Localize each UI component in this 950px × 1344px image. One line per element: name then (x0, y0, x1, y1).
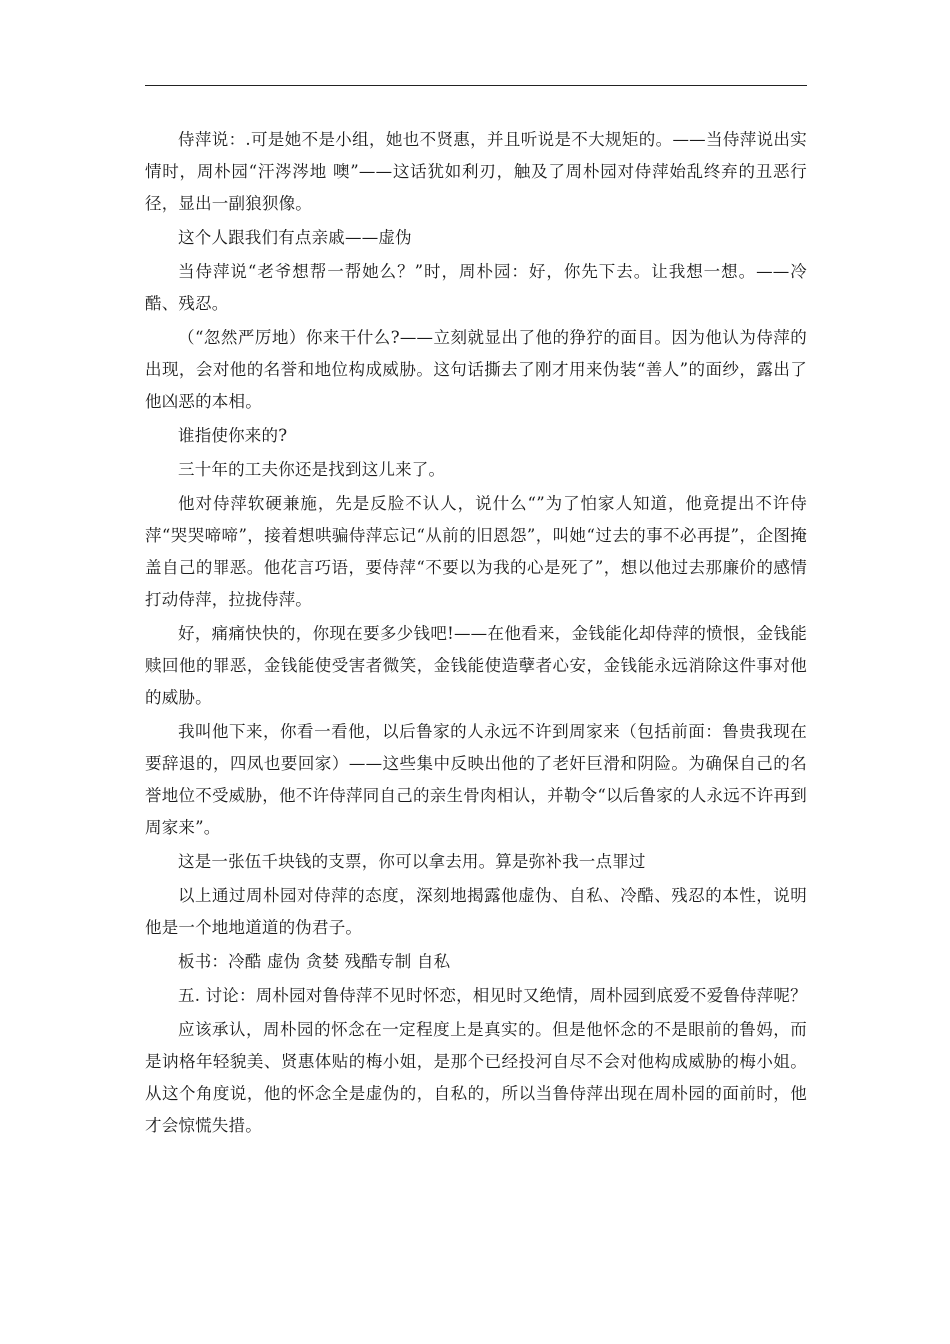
blackboard-notes: 板书：冷酷 虚伪 贪婪 残酷专制 自私 (178, 952, 451, 971)
paragraph-7: 他对侍萍软硬兼施，先是反脸不认人，说什么“”为了怕家人知道，他竟提出不许侍萍“哭哭啼啼”，接着想哄骗侍萍忘记“从前的旧恩怨”，叫她“过去的事不必再提”，企图掩盖自己的罪恶。他花言巧语，要侍萍“不要以为我的心是死了”，想以他过去那廉价的感情打动侍萍，拉拢侍萍。 (145, 494, 807, 609)
discussion-question: 五. 讨论：周朴园对鲁侍萍不见时怀恋，相见时又绝情，周朴园到底爱不爱鲁侍萍呢？ (178, 986, 807, 1005)
paragraph-6: 三十年的工夫你还是找到这儿来了。 (178, 460, 446, 479)
header-rule (145, 85, 807, 86)
paragraph-4: （“忽然严厉地）你来干什么?——立刻就显出了他的狰狞的面目。因为他认为侍萍的出现，会对他的名誉和地位构成威胁。这句话撕去了刚才用来伪装“善人”的面纱，露出了他凶恶的本相。 (145, 328, 807, 411)
paragraph-9: 我叫他下来，你看一看他，以后鲁家的人永远不许到周家来（包括前面：鲁贵我现在要辞退的，四凤也要回家）——这些集中反映出他的了老奸巨滑和阴险。为确保自己的名誉地位不受威胁，他不许侍萍同自己的亲生骨肉相认，并勒令“以后鲁家的人永远不许再到周家来”。 (145, 722, 807, 837)
paragraph-10: 这是一张伍千块钱的支票，你可以拿去用。算是弥补我一点罪过 (178, 852, 646, 871)
discussion-answer: 应该承认，周朴园的怀念在一定程度上是真实的。但是他怀念的不是眼前的鲁妈，而是讷格年轻貌美、贤惠体贴的梅小姐，是那个已经投河自尽不会对他构成威胁的梅小姐。从这个角度说，他的怀念全是虚伪的，自私的，所以当鲁侍萍出现在周朴园的面前时，他才会惊慌失措。 (145, 1020, 807, 1135)
paragraph-11: 以上通过周朴园对侍萍的态度，深刻地揭露他虚伪、自私、冷酷、残忍的本性，说明他是一个地地道道的伪君子。 (145, 886, 807, 937)
paragraph-1: 侍萍说：.可是她不是小组，她也不贤惠，并且听说是不大规矩的。——当侍萍说出实情时，周朴园“汗涔涔地 噢”——这话犹如利刃，触及了周朴园对侍萍始乱终弃的丑恶行径，显出一副狼狈像。 (145, 130, 807, 213)
paragraph-2: 这个人跟我们有点亲戚——虚伪 (178, 228, 412, 247)
paragraph-3: 当侍萍说“老爷想帮一帮她么？”时，周朴园：好，你先下去。让我想一想。——冷酷、残忍。 (145, 262, 807, 313)
paragraph-8: 好，痛痛快快的，你现在要多少钱吧!——在他看来，金钱能化却侍萍的愤恨，金钱能赎回他的罪恶，金钱能使受害者微笑，金钱能使造孽者心安，金钱能永远消除这件事对他的威胁。 (145, 624, 807, 707)
document-body (145, 124, 807, 1142)
paragraph-5: 谁指使你来的? (178, 426, 288, 445)
